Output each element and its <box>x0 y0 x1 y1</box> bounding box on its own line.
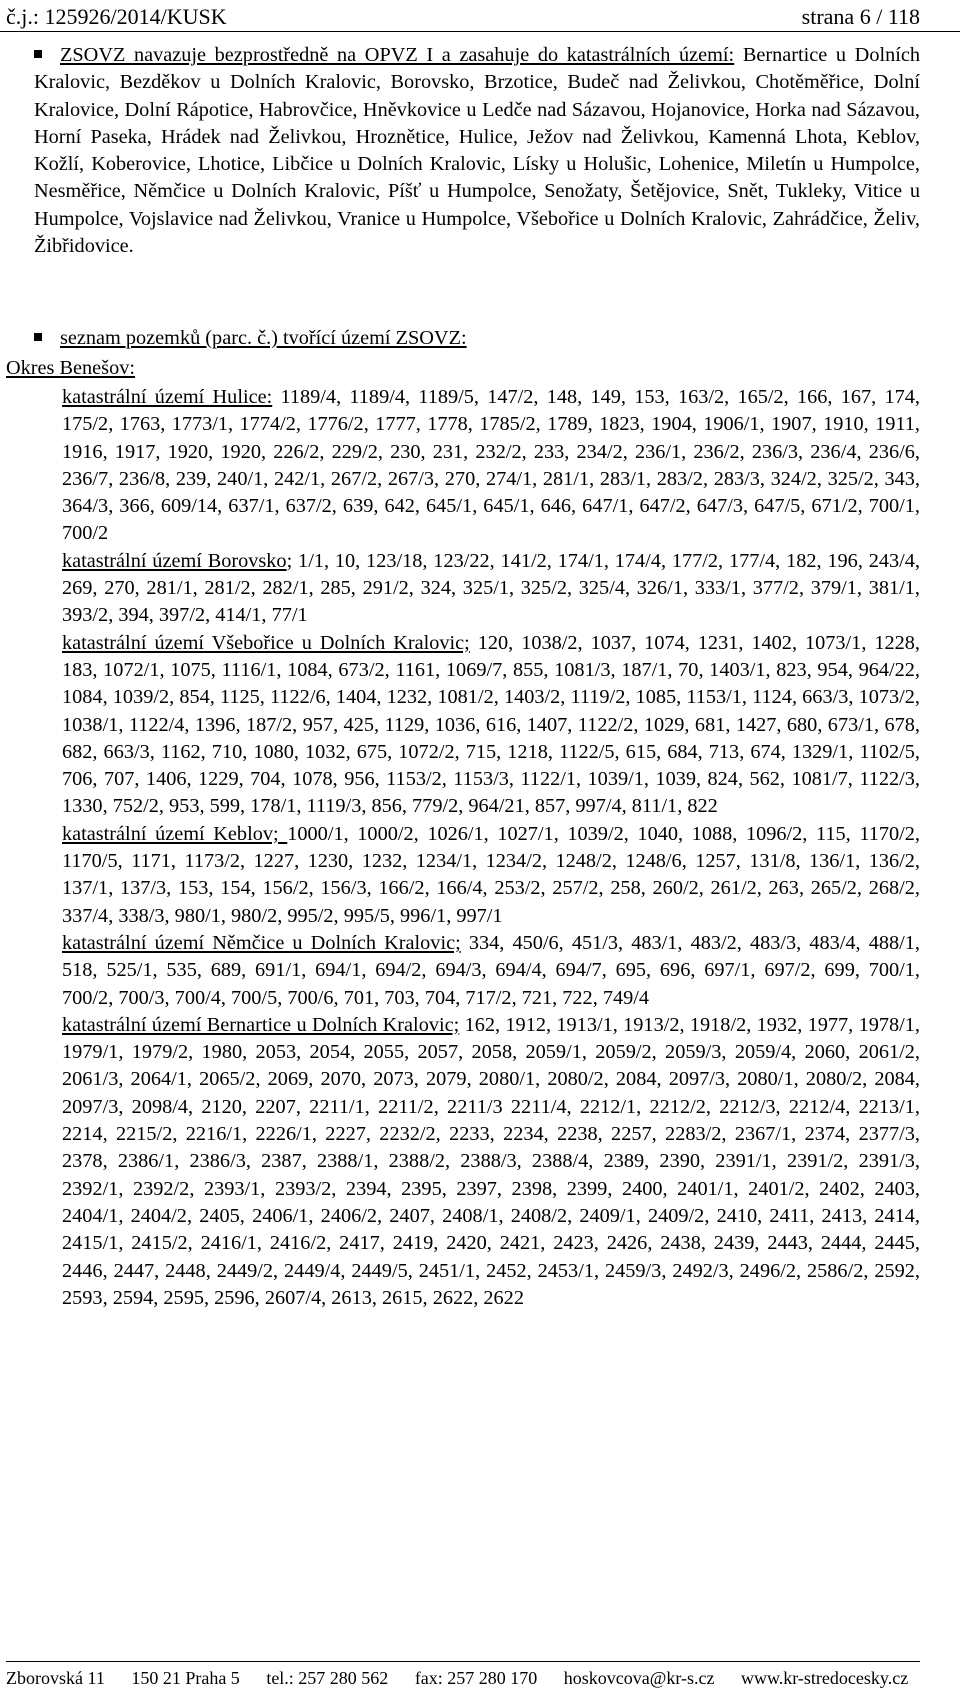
parcel-number-list: 162, 1912, 1913/1, 1913/2, 1918/2, 1932, 1977, 1978/1, 1979/1, 1979/2, 1980, 2053, 2054, 2055, 2057, 2058, 2059/1, 2059/2, 2059/3, 2059/4, 2060, 2061/2, 2061/3, 2064/1, 2065/2, 2069, 2070, 2073, 2079, 2080/1, 2080/2, 2084, 2097/3, 2080/1, 2080/2, 2084, 2097/3, 2098/4, 2120, 2207, 2211/1, 2211/2, 2211/3 2211/4, 2212/1, 2212/2, 2212/3, 2212/4, 2213/1, 2214, 2215/2, 2216/1, 2226/1, 2227, 2232/2, 2233, 2234, 2238, 2257, 2283/2, 2367/1, 2374, 2377/3, 2378, 2386/1, 2386/3, 2387, 2388/1, 2388/2, 2388/3, 2388/4, 2389, 2390, 2391/1, 2391/2, 2391/3, 2392/1, 2392/2, 2393/1, 2393/2, 2394, 2395, 2397, 2398, 2399, 2400, 2401/1, 2401/2, 2402, 2403, 2404/1, 2404/2, 2405, 2406/1, 2406/2, 2407, 2408/1, 2408/2, 2409/1, 2409/2, 2410, 2411, 2413, 2414, 2415/1, 2415/2, 2416/1, 2416/2, 2417, 2419, 2420, 2421, 2423, 2426, 2438, 2439, 2443, 2444, 2445, 2446, 2447, 2448, 2449/2, 2449/4, 2449/5, 2451/1, 2452, 2453/1, 2459/3, 2492/3, 2496/2, 2586/2, 2592, 2593, 2594, 2595, 2596, 2607/4, 2613, 2615, 2622, 2622 <box>62 1013 920 1309</box>
square-bullet-icon <box>34 333 42 341</box>
cadastral-area-label: katastrální území Němčice u Dolních Kralovic; <box>62 931 461 954</box>
footer-email: hoskovcova@kr-s.cz <box>563 1668 715 1688</box>
footer-divider <box>6 1661 920 1662</box>
cadastral-area-label: katastrální území Borovsko <box>62 549 287 572</box>
parcel-number-list: ; 1/1, 10, 123/18, 123/22, 141/2, 174/1, 174/4, 177/2, 177/4, 182, 196, 243/4, 269, 270, 281/1, 281/2, 282/1, 285, 291/2, 324, 325/1, 325/2, 325/4, 326/1, 333/1, 377/2, 379/1, 381/1, 393/2, 394, 397/2, 414/1, 77/1 <box>62 549 920 627</box>
cadastral-areas <box>62 384 920 1312</box>
cadastral-area-label: katastrální území Všebořice u Dolních Kralovic; <box>62 631 470 654</box>
footer-phone: tel.: 257 280 562 <box>266 1668 389 1688</box>
cadastral-area-entry <box>62 821 920 930</box>
cadastral-area-entry <box>62 930 920 1012</box>
case-reference: č.j.: 125926/2014/KUSK <box>6 4 227 29</box>
footer-fax: fax: 257 280 170 <box>414 1668 538 1688</box>
cadastral-area-entry <box>62 548 920 630</box>
parcel-number-list: 1189/4, 1189/4, 1189/5, 147/2, 148, 149, 153, 163/2, 165/2, 166, 167, 174, 175/2, 1763, 1773/1, 1774/2, 1776/2, 1777, 1778, 1785/2, 1789, 1823, 1904, 1906/1, 1907, 1910, 1911, 1916, 1917, 1920, 1920, 226/2, 229/2, 230, 231, 232/2, 233, 234/2, 236/1, 236/2, 236/3, 236/4, 236/6, 236/7, 236/8, 239, 240/1, 242/1, 267/2, 267/3, 270, 274/1, 281/1, 283/1, 283/2, 283/3, 324/2, 325/2, 343, 364/3, 366, 609/14, 637/1, 637/2, 639, 642, 645/1, 645/1, 646, 647/1, 647/2, 647/3, 647/5, 671/2, 700/1, 700/2 <box>62 386 920 545</box>
parcel-number-list: 1000/1, 1000/2, 1026/1, 1027/1, 1039/2, 1040, 1088, 1096/2, 115, 1170/2, 1170/5, 1171, 1173/2, 1227, 1230, 1232, 1234/1, 1234/2, 1248/2, 1248/6, 1257, 131/8, 136/1, 136/2, 137/1, 137/3, 153, 154, 156/2, 156/3, 166/2, 166/4, 253/2, 257/2, 258, 260/2, 261/2, 263, 265/2, 268/2, 337/4, 338/3, 980/1, 980/2, 995/2, 995/5, 996/1, 997/1 <box>62 822 920 927</box>
cadastral-area-label: katastrální území Keblov; <box>62 822 288 845</box>
cadastral-list-text: Bernartice u Dolních Kralovic, Bezděkov u Dolních Kralovic, Borovsko, Brzotice, Budeč nad Želivkou, Chotěměřice, Dolní Kralovice, Dolní Rápotice, Habrovčice, Hněvkovice u Ledče nad Sázavou, Hojanovice, Horka nad Sázavou, Horní Paseka, Hrádek nad Želivkou, Hroznětice, Hulice, Ježov nad Želivkou, Kamenná Lhota, Keblov, Kožlí, Koberovice, Lhotice, Libčice u Dolních Kralovic, Lísky u Holušic, Lohenice, Miletín u Humpolce, Nesměřice, Němčice u Dolních Kralovic, Píšť u Humpolce, Senožaty, Šetějovice, Snět, Tukleky, Vitice u Humpolce, Vojslavice nad Želivkou, Vranice u Humpolce, Všebořice u Dolních Kralovic, Zahrádčice, Želiv, Žibřidovice. <box>34 44 921 258</box>
page-header <box>6 0 920 30</box>
page-footer <box>6 1666 920 1690</box>
footer-address: Zborovská 11 <box>6 1668 105 1688</box>
intro-heading: ZSOVZ navazuje bezprostředně na OPVZ I a zasahuje do katastrálních území: <box>60 44 735 66</box>
header-divider <box>0 31 960 32</box>
parcel-heading: seznam pozemků (parc. č.) tvořící území ZSOVZ: <box>60 327 467 349</box>
page-number: strana 6 / 118 <box>801 4 920 29</box>
parcel-number-list: 334, 450/6, 451/3, 483/1, 483/2, 483/3, 483/4, 488/1, 518, 525/1, 535, 689, 691/1, 694/1, 694/2, 694/3, 694/4, 694/7, 695, 696, 697/1, 697/2, 699, 700/1, 700/2, 700/3, 700/4, 700/5, 700/6, 701, 703, 704, 717/2, 721, 722, 749/4 <box>62 931 920 1009</box>
district-heading: Okres Benešov: <box>6 357 135 379</box>
cadastral-area-entry <box>62 630 920 821</box>
square-bullet-icon <box>34 50 42 58</box>
footer-postal: 150 21 Praha 5 <box>131 1668 240 1688</box>
footer-website: www.kr-stredocesky.cz <box>740 1668 909 1688</box>
parcel-number-list: 120, 1038/2, 1037, 1074, 1231, 1402, 1073/1, 1228, 183, 1072/1, 1075, 1116/1, 1084, 673/2, 1161, 1069/7, 855, 1081/3, 187/1, 70, 1403/1, 823, 954, 964/22, 1084, 1039/2, 854, 1125, 1122/6, 1404, 1232, 1081/2, 1403/2, 1119/2, 1085, 1153/1, 1124, 663/3, 1073/2, 1038/1, 1122/4, 1396, 187/2, 957, 425, 1129, 1036, 616, 1407, 1122/2, 1029, 681, 1427, 680, 673/1, 678, 682, 663/3, 1162, 710, 1080, 1032, 675, 1072/2, 715, 1218, 1122/5, 615, 684, 713, 674, 1329/1, 1102/5, 706, 707, 1406, 1229, 704, 1078, 956, 1153/2, 1153/3, 1122/1, 1039/1, 1039, 824, 562, 1081/7, 1122/3, 1330, 752/2, 953, 599, 178/1, 1119/3, 856, 779/2, 964/21, 857, 997/4, 811/1, 822 <box>62 631 920 818</box>
cadastral-area-entry <box>62 1012 920 1312</box>
cadastral-area-label: katastrální území Hulice: <box>62 386 273 408</box>
intro-bullet <box>34 42 920 260</box>
parcel-bullet <box>34 325 920 352</box>
cadastral-area-label: katastrální území Bernartice u Dolních Kralovic; <box>62 1013 460 1036</box>
cadastral-area-entry <box>62 384 920 548</box>
